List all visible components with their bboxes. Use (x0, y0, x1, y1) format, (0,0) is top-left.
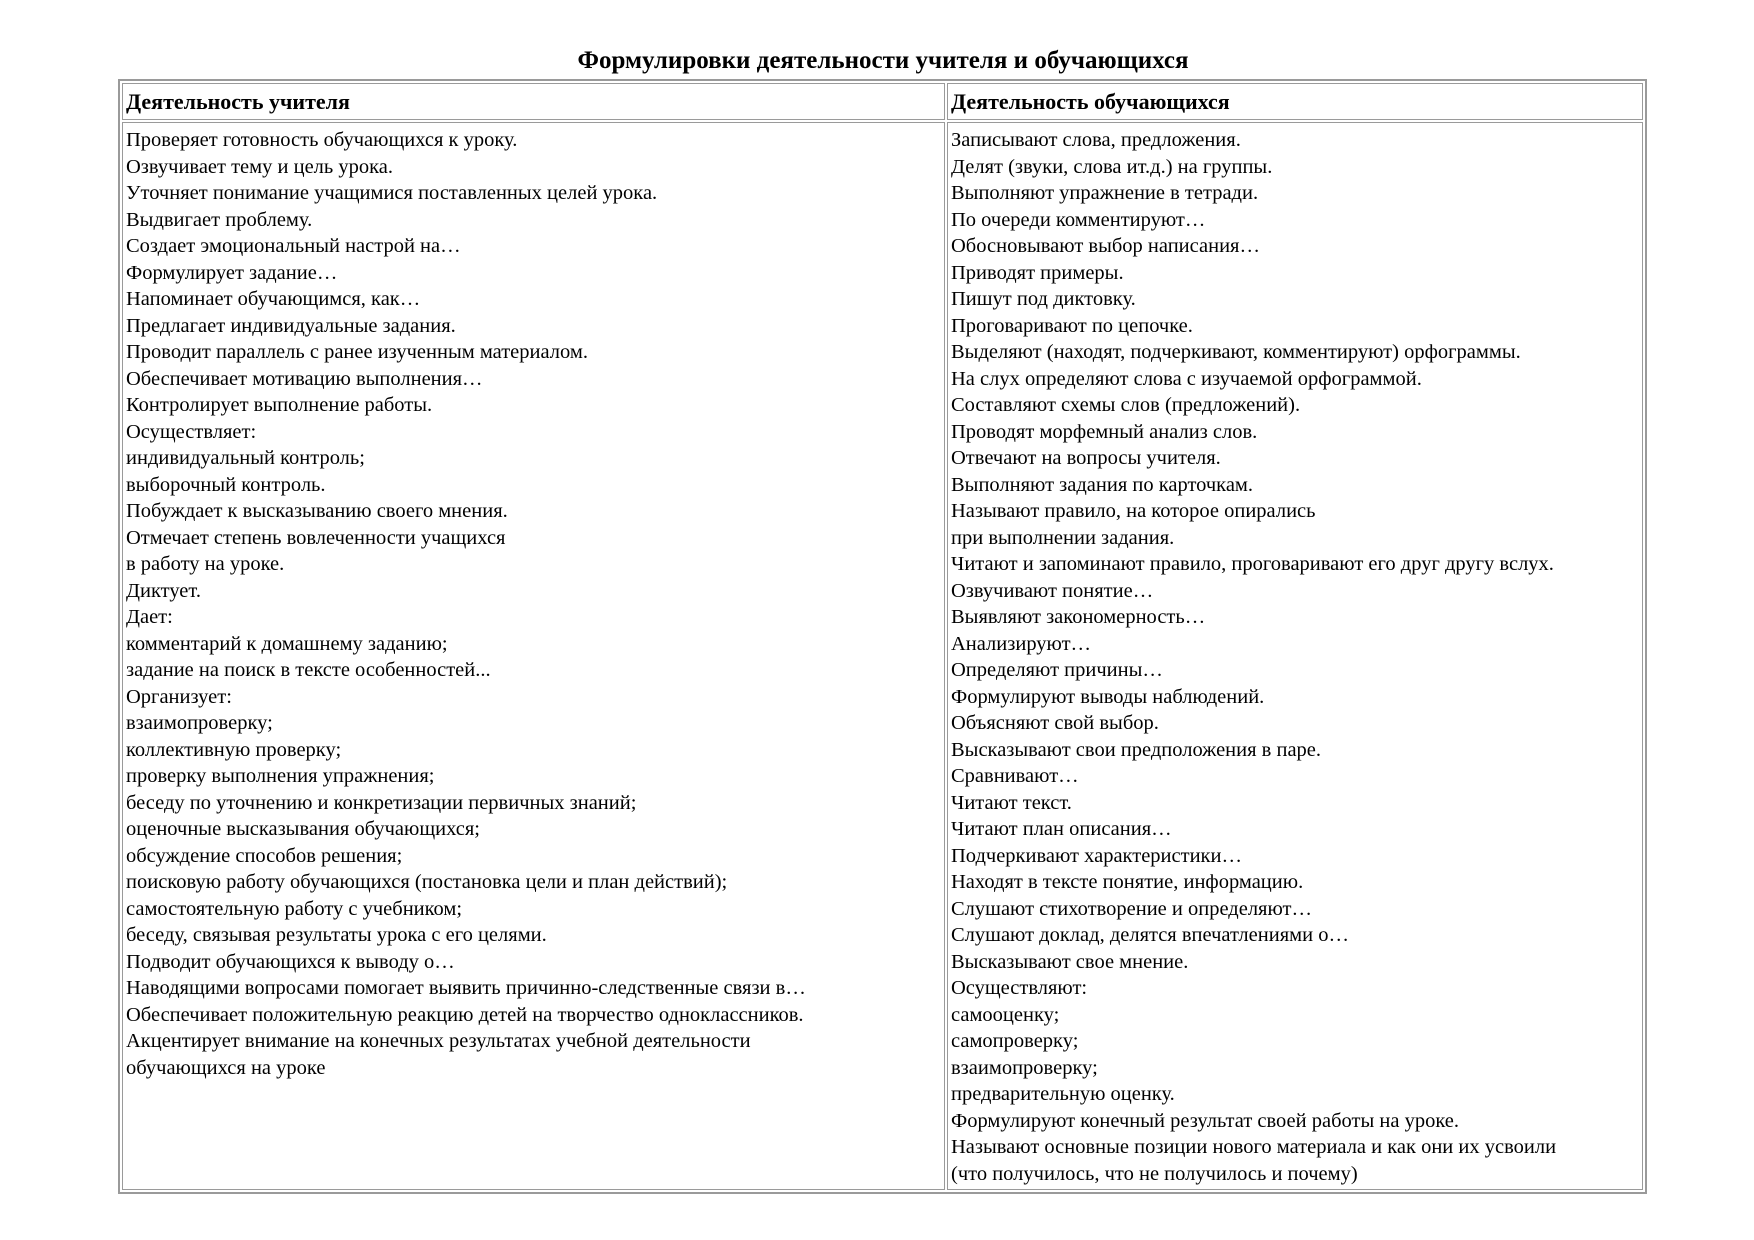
student-activity-cell (947, 122, 1643, 1190)
student-activity-line: Подчеркивают характеристики… (951, 844, 1242, 867)
student-activity-line: Слушают доклад, делятся впечатлениями о… (951, 924, 1349, 946)
teacher-activity-line: выборочный контроль. (126, 473, 326, 496)
teacher-activity-line: поисковую работу обучающихся (постановка цели и план действий); (126, 871, 728, 893)
teacher-activity-line: обсуждение способов решения; (126, 844, 403, 867)
teacher-activity-line: Напоминает обучающимся, как… (126, 288, 421, 310)
teacher-activity-line: Дает: (126, 606, 173, 628)
student-activity-line: Выполняют упражнение в тетради. (951, 182, 1259, 204)
student-activity-line: Приводят примеры. (951, 261, 1124, 284)
teacher-activity-line: индивидуальный контроль; (126, 447, 365, 469)
student-activity-line: На слух определяют слова с изучаемой орфограммой. (951, 367, 1422, 390)
teacher-activity-line: Диктует. (126, 579, 201, 602)
student-activity-line: при выполнении задания. (951, 526, 1175, 549)
student-activity-line: Определяют причины… (951, 659, 1163, 681)
student-activity-line: Проводят морфемный анализ слов. (951, 420, 1258, 443)
teacher-activity-line: коллективную проверку; (126, 738, 342, 761)
student-activity-line: Составляют схемы слов (предложений). (951, 394, 1301, 416)
student-activity-line: Делят (звуки, слова ит.д.) на группы. (951, 155, 1273, 178)
student-activity-line: Анализируют… (951, 632, 1092, 655)
student-activity-line: предварительную оценку. (951, 1083, 1175, 1105)
student-activity-line: Озвучивают понятие… (951, 579, 1154, 602)
teacher-activity-line: обучающихся на уроке (126, 1056, 326, 1079)
student-activity-line: Слушают стихотворение и определяют… (951, 897, 1312, 920)
teacher-activity-line: задание на поиск в тексте особенностей... (126, 659, 491, 681)
teacher-activity-line: самостоятельную работу с учебником; (126, 897, 463, 920)
student-activity-line: Проговаривают по цепочке. (951, 314, 1193, 337)
student-activity-line: Пишут под диктовку. (951, 288, 1136, 310)
teacher-activity-line: Акцентирует внимание на конечных результатах учебной деятельности (126, 1030, 751, 1052)
teacher-activity-cell (122, 122, 945, 1190)
teacher-activity-line: Осуществляет: (126, 420, 257, 443)
student-activity-line: Выделяют (находят, подчеркивают, комментируют) орфограммы. (951, 341, 1521, 363)
header-teacher-activity: Деятельность учителя (122, 83, 945, 120)
table-row (122, 122, 1643, 1190)
teacher-activity-line: Озвучивает тему и цель урока. (126, 155, 394, 178)
student-activity-line: Осуществляют: (951, 977, 1088, 999)
teacher-activity-line: комментарий к домашнему заданию; (126, 632, 448, 655)
teacher-activity-line: Организует: (126, 685, 232, 708)
teacher-activity-line: Обеспечивает положительную реакцию детей на творчество одноклассников. (126, 1003, 804, 1026)
teacher-activity-line: Отмечает степень вовлеченности учащихся (126, 526, 506, 549)
teacher-activity-line: оценочные высказывания обучающихся; (126, 818, 480, 840)
student-activity-line: самопроверку; (951, 1030, 1079, 1052)
teacher-activity-line: Подводит обучающихся к выводу о… (126, 950, 455, 973)
teacher-activity-line: Формулирует задание… (126, 261, 338, 284)
teacher-activity-line: Выдвигает проблему. (126, 208, 313, 231)
student-activity-line: Находят в тексте понятие, информацию. (951, 871, 1304, 893)
student-activity-line: Выполняют задания по карточкам. (951, 473, 1254, 496)
teacher-activity-line: Проверяет готовность обучающихся к уроку. (126, 129, 518, 151)
teacher-activity-line: Контролирует выполнение работы. (126, 394, 433, 416)
student-activity-line: Высказывают свои предположения в паре. (951, 738, 1322, 761)
table-header-row (122, 83, 1643, 120)
page-title: Формулировки деятельности учителя и обучающихся (577, 47, 1189, 74)
teacher-activity-line: Наводящими вопросами помогает выявить причинно-следственные связи в… (126, 977, 806, 999)
teacher-activity-line: проверку выполнения упражнения; (126, 765, 435, 787)
student-activity-line: Читают и запоминают правило, проговаривают его друг другу вслух. (951, 553, 1554, 575)
teacher-activity-line: в работу на уроке. (126, 553, 285, 575)
teacher-activity-line: Побуждает к высказыванию своего мнения. (126, 500, 508, 522)
student-activity-line: Объясняют свой выбор. (951, 712, 1159, 734)
student-activity-line: Выявляют закономерность… (951, 606, 1206, 628)
teacher-activity-line: Создает эмоциональный настрой на… (126, 235, 461, 257)
student-activity-line: Записывают слова, предложения. (951, 129, 1241, 151)
teacher-activity-line: беседу, связывая результаты урока с его целями. (126, 924, 547, 946)
student-activity-line: самооценку; (951, 1003, 1060, 1026)
student-activity-line: Высказывают свое мнение. (951, 950, 1189, 973)
header-student-activity: Деятельность обучающихся (947, 83, 1643, 120)
teacher-activity-line: Проводит параллель с ранее изученным материалом. (126, 341, 588, 363)
teacher-activity-line: беседу по уточнению и конкретизации первичных знаний; (126, 791, 637, 814)
teacher-activity-line: взаимопроверку; (126, 712, 273, 734)
student-activity-line: Обосновывают выбор написания… (951, 235, 1260, 257)
student-activity-line: Отвечают на вопросы учителя. (951, 447, 1221, 469)
activity-table (118, 79, 1647, 1194)
teacher-activity-line: Обеспечивает мотивацию выполнения… (126, 367, 483, 390)
student-activity-line: По очереди комментируют… (951, 208, 1206, 231)
teacher-activity-line: Предлагает индивидуальные задания. (126, 314, 456, 337)
student-activity-line: (что получилось, что не получилось и почему) (951, 1162, 1358, 1185)
student-activity-line: взаимопроверку; (951, 1056, 1098, 1079)
student-activity-line: Формулируют конечный результат своей работы на уроке. (951, 1109, 1459, 1132)
student-activity-line: Читают план описания… (951, 818, 1172, 840)
student-activity-line: Формулируют выводы наблюдений. (951, 685, 1265, 708)
student-activity-line: Называют правило, на которое опирались (951, 500, 1316, 522)
student-activity-line: Читают текст. (951, 791, 1072, 814)
student-activity-line: Называют основные позиции нового материала и как они их усвоили (951, 1136, 1557, 1158)
teacher-activity-line: Уточняет понимание учащимися поставленных целей урока. (126, 182, 658, 204)
student-activity-line: Сравнивают… (951, 765, 1079, 787)
